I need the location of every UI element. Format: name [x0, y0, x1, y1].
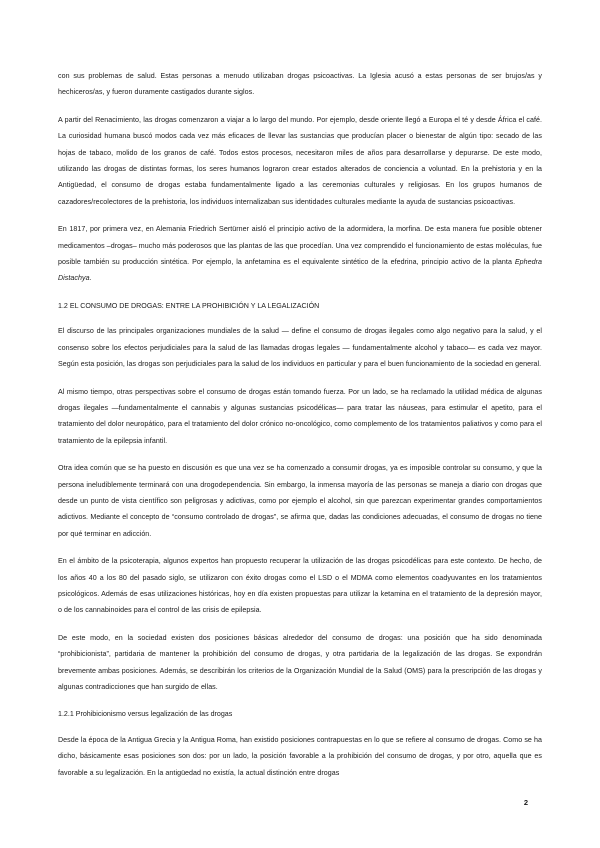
paragraph-controlled-consumption: Otra idea común que se ha puesto en discusión es que una vez se ha comenzado a consumir drogas, ya es imposible controlar su consumo, y que la persona ineludiblemente terminará con una drogodependencia. Sin embargo, la inmensa mayoría de las personas se maneja a diario con drogas que desde un punto de vista científico son peligrosas y adictivas, como por ejemplo el alcohol, sin que parezcan experimentar grandes comportamientos adictivos. Mediante el concepto de “consumo controlado de drogas”, se afirma que, dadas las condiciones adecuadas, el consumo de drogas no tiene por qué terminar en adicción.	[58, 464, 542, 538]
species-name: Ephedra Distachya	[58, 258, 542, 283]
paragraph-antiquity: Desde la época de la Antigua Grecia y la Antigua Roma, han existido posiciones contrapuestas en lo que se refiere al consumo de drogas. Como se ha dicho, básicamente esas posiciones son dos: por un lado, la posición favorable a la prohibición del consumo de drogas, y por otro, aquella que es favorable a su legalización. En la antigüedad no existía, la actual distinción entre drogas	[58, 735, 542, 777]
paragraph-renaissance: A partir del Renacimiento, las drogas comenzaron a viajar a lo largo del mundo. Por ejemplo, desde oriente llegó a Europa el té y desde África el café. La curiosidad humana buscó modos cada vez más eficaces de llevar las sustancias que producían placer o bienestar de algún tipo: secado de las hojas de tabaco, molido de los granos de café. Todos estos procesos, necesitaron miles de años para desarrollarse y depurarse. De este modo, utilizando las drogas de distintas formas, los seres humanos lograron crear estados alterados de conciencia a voluntad. En la prehistoria y en la Antigüedad, el consumo de drogas estaba fundamentalmente ligado a las ceremonias culturales y religiosas. En los grupos humanos de cazadores/recolectores de la prehistoria, los individuos internalizaban sus identidades culturales mediante la ayuda de sustancias psicoactivas.	[58, 115, 542, 206]
paragraph-ephedra-text: En 1817, por primera vez, en Alemania Friedrich Sertürner aisló el principio activo de la adormidera, la morfina. De esta manera fue posible obtener medicamentos –drogas– mucho más poderosos que las plantas de las que procedían. Una vez comprendido el funcionamiento de estas moléculas, fue posible también su producción sintética. Por ejemplo, la anfetamina es el equivalente sintético de la efedrina, principio activo de la planta	[58, 225, 542, 267]
paragraph-psychotherapy: En el ámbito de la psicoterapia, algunos expertos han propuesto recuperar la utilización de las drogas psicodélicas para este contexto. De hecho, de los años 40 a los 80 del pasado siglo, se utilizaron con éxito drogas como el LSD o el MDMA como elementos coadyuvantes en los tratamientos psicológicos. Además de esas utilizaciones históricas, hoy en día existen propuestas para utilizar la ketamina en el tratamiento de la depresión mayor, o de los cannabinoides para el control de las crisis de epilepsia.	[58, 557, 542, 615]
paragraph-who-discourse: El discurso de las principales organizaciones mundiales de la salud — define el consumo de drogas ilegales como algo negativo para la salud, y el consenso sobre los efectos perjudiciales para la salud de las llamadas drogas legales — fundamentalmente alcohol y tabaco— es cada vez mayor. Según esta posición, las drogas son perjudiciales para la salud de los individuos en particular y para el buen funcionamiento de la sociedad en general.	[58, 327, 542, 369]
paragraph-other-perspectives: Al mismo tiempo, otras perspectivas sobre el consumo de drogas están tomando fuerza. Por un lado, se ha reclamado la utilidad médica de algunas drogas ilegales —fundamentalmente el cannabis y algunas sustancias psicodélicas— para tratar las náuseas, para estimular el apetito, para el tratamiento del dolor neuropático, para el tratamiento del dolor crónico no-oncológico, como complemento de los tratamientos paliativos y como para el tratamiento de la epilepsia infantil.	[58, 387, 542, 445]
paragraph-two-positions: De este modo, en la sociedad existen dos posiciones básicas alrededor del consumo de drogas: una posición que ha sido denominada “prohibicionista”, partidaria de mantener la prohibición del consumo de drogas, y otra partidaria de la legalización de las drogas. Se expondrán brevemente ambas posiciones. Además, se describirán los criterios de la Organización Mundial de la Salud (OMS) para la prescripción de las drogas y algunas contradicciones que han surgido de ellas.	[58, 633, 542, 691]
page-number: 2	[523, 798, 528, 807]
subsection-heading: 1.2.1 Prohibicionismo versus legalización de las drogas	[58, 710, 233, 719]
paragraph-ephedra-end: .	[89, 274, 92, 283]
section-heading: 1.2 EL CONSUMO DE DROGAS: ENTRE LA PROHIBICIÓN Y LA LEGALIZACIÓN	[58, 301, 320, 310]
paragraph-ephedra	[58, 221, 542, 287]
paragraph-intro-continued: con sus problemas de salud. Estas personas a menudo utilizaban drogas psicoactivas. La Iglesia acusó a estas personas de ser brujos/as y hechiceros/as, y fueron duramente castigados durante siglos.	[58, 72, 542, 97]
